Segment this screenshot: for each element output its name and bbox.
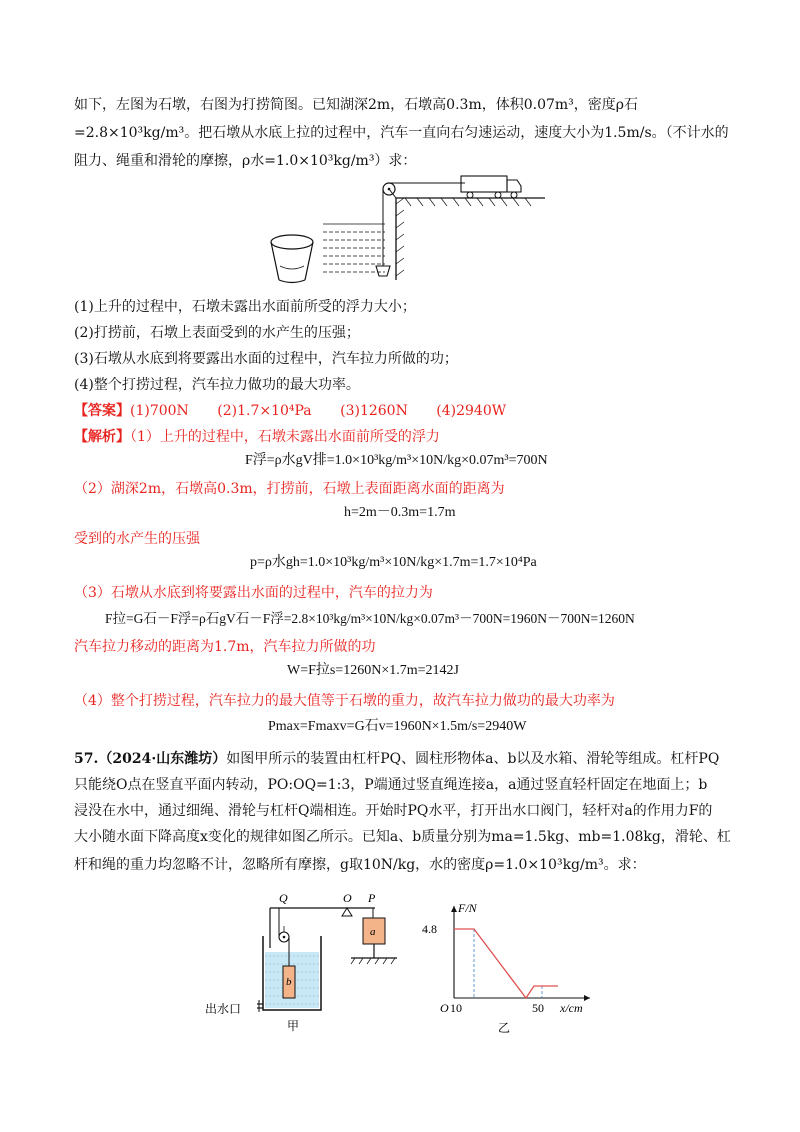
analysis-step-3b: 汽车拉力移动的距离为1.7m，汽车拉力所做的功 [74,639,376,655]
question-4: (4)整个打捞过程，汽车拉力做功的最大功率。 [74,377,360,393]
intro-line-1: 如下，左图为石墩，右图为打捞简图。已知湖深2m，石墩高0.3m，体积0.07m³，密度ρ石 [74,97,639,113]
formula-pull-force: F拉=G石－F浮=ρ石gV石－F浮=2.8×10³kg/m³×10N/kg×0.07m³－700N=1960N－700N=1260N [105,611,635,626]
y-axis-label: F/N [458,901,477,915]
q57-source: （2024·山东潍坊） [98,751,227,767]
origin-label: O [440,1001,449,1015]
caption-yi: 乙 [498,1021,511,1035]
caption-jia: 甲 [287,1019,300,1033]
figure-jia [205,886,405,1036]
x-tick-50: 50 [532,1001,544,1015]
formula-buoyancy: F浮=ρ水gV排=1.0×10³kg/m³×10N/kg×0.07m³=700N [245,453,548,468]
label-Q: Q [279,891,288,905]
analysis-step-1 [74,428,440,446]
label-a: a [370,926,376,938]
outlet-label: 出水口 [205,1002,242,1016]
answer-1: (1)700N [130,403,189,419]
q57-line-3: 浸没在水中，通过细绳、滑轮与杠杆Q端相连。开始时PQ水平，打开出水口阀门，轻杆对a的作用力F的 [74,803,713,819]
analysis-label: 【解析】 [74,429,130,445]
truck-icon [461,176,521,198]
answer-4: (4)2940W [436,403,507,419]
x-axis-label: x/cm [560,1001,583,1015]
analysis-step-2b: 受到的水产生的压强 [74,531,200,547]
formula-pressure: p=ρ水gh=1.0×10³kg/m³×10N/kg×1.7m=1.7×10⁴Pa [250,555,537,570]
q57-number: 57. [74,751,99,767]
question-3: (3)石墩从水底到将要露出水面的过程中，汽车拉力所做的功； [74,351,458,367]
y-tick-4.8: 4.8 [422,922,437,936]
answer-2: (2)1.7×10⁴Pa [217,403,312,419]
q57-line-1 [74,750,719,768]
label-O: O [343,891,352,905]
analysis-text-1: （1）上升的过程中，石墩未露出水面前所受的浮力 [130,429,440,445]
formula-max-power: Pmax=Fmaxv=G石v=1960N×1.5m/s=2940W [268,719,527,734]
analysis-step-4: （4）整个打捞过程，汽车拉力的最大值等于石墩的重力，故汽车拉力做功的最大功率为 [74,693,615,709]
question-2: (2)打捞前，石墩上表面受到的水产生的压强； [74,325,360,341]
analysis-step-2: （2）湖深2m，石墩高0.3m，打捞前，石墩上表面距离水面的距离为 [74,481,505,497]
label-b: b [286,976,292,988]
figure-yi-graph [420,886,600,1036]
fulcrum-icon [342,908,352,916]
answer-3: (3)1260N [340,403,408,419]
f-x-curve [454,929,558,998]
q57-line-5: 杆和绳的重力均忽略不计，忽略所有摩擦，g取10N/kg，水的密度ρ=1.0×10³kg/m³。求： [74,857,646,873]
question-1: (1)上升的过程中，石墩未露出水面前所受的浮力大小； [74,299,416,315]
lake-water [323,224,385,272]
q57-line-4: 大小随水面下降高度x变化的规律如图乙所示。已知a、b质量分别为ma=1.5kg、mb=1.08kg，滑轮、杠 [74,829,731,845]
formula-depth: h=2m－0.3m=1.7m [344,505,456,520]
intro-line-3: 阻力、绳重和滑轮的摩擦，ρ水=1.0×10³kg/m³）求： [74,153,417,169]
q57-line-2: 只能绕O点在竖直平面内转动，PO:OQ=1:3，P端通过竖直绳连接a，a通过竖直轻杆固定在地面上；b [74,777,708,793]
answer-row [74,402,506,420]
stone-pier-figure [271,235,313,283]
q57-text-1: 如图甲所示的装置由杠杆PQ、圆柱形物体a、b以及水箱、滑轮等组成。杠杆PQ [226,751,720,767]
formula-work: W=F拉s=1260N×1.7m=2142J [287,663,459,678]
x-tick-10: 10 [450,1001,462,1015]
analysis-step-3: （3）石墩从水底到将要露出水面的过程中，汽车的拉力为 [74,585,433,601]
label-P: P [368,891,376,905]
answer-label: 【答案】 [74,403,130,419]
intro-line-2: =2.8×10³kg/m³。把石墩从水底上拉的过程中，汽车一直向右匀速运动，速度大小为1.5m/s。（不计水的 [74,125,729,141]
salvage-diagram [255,168,555,290]
